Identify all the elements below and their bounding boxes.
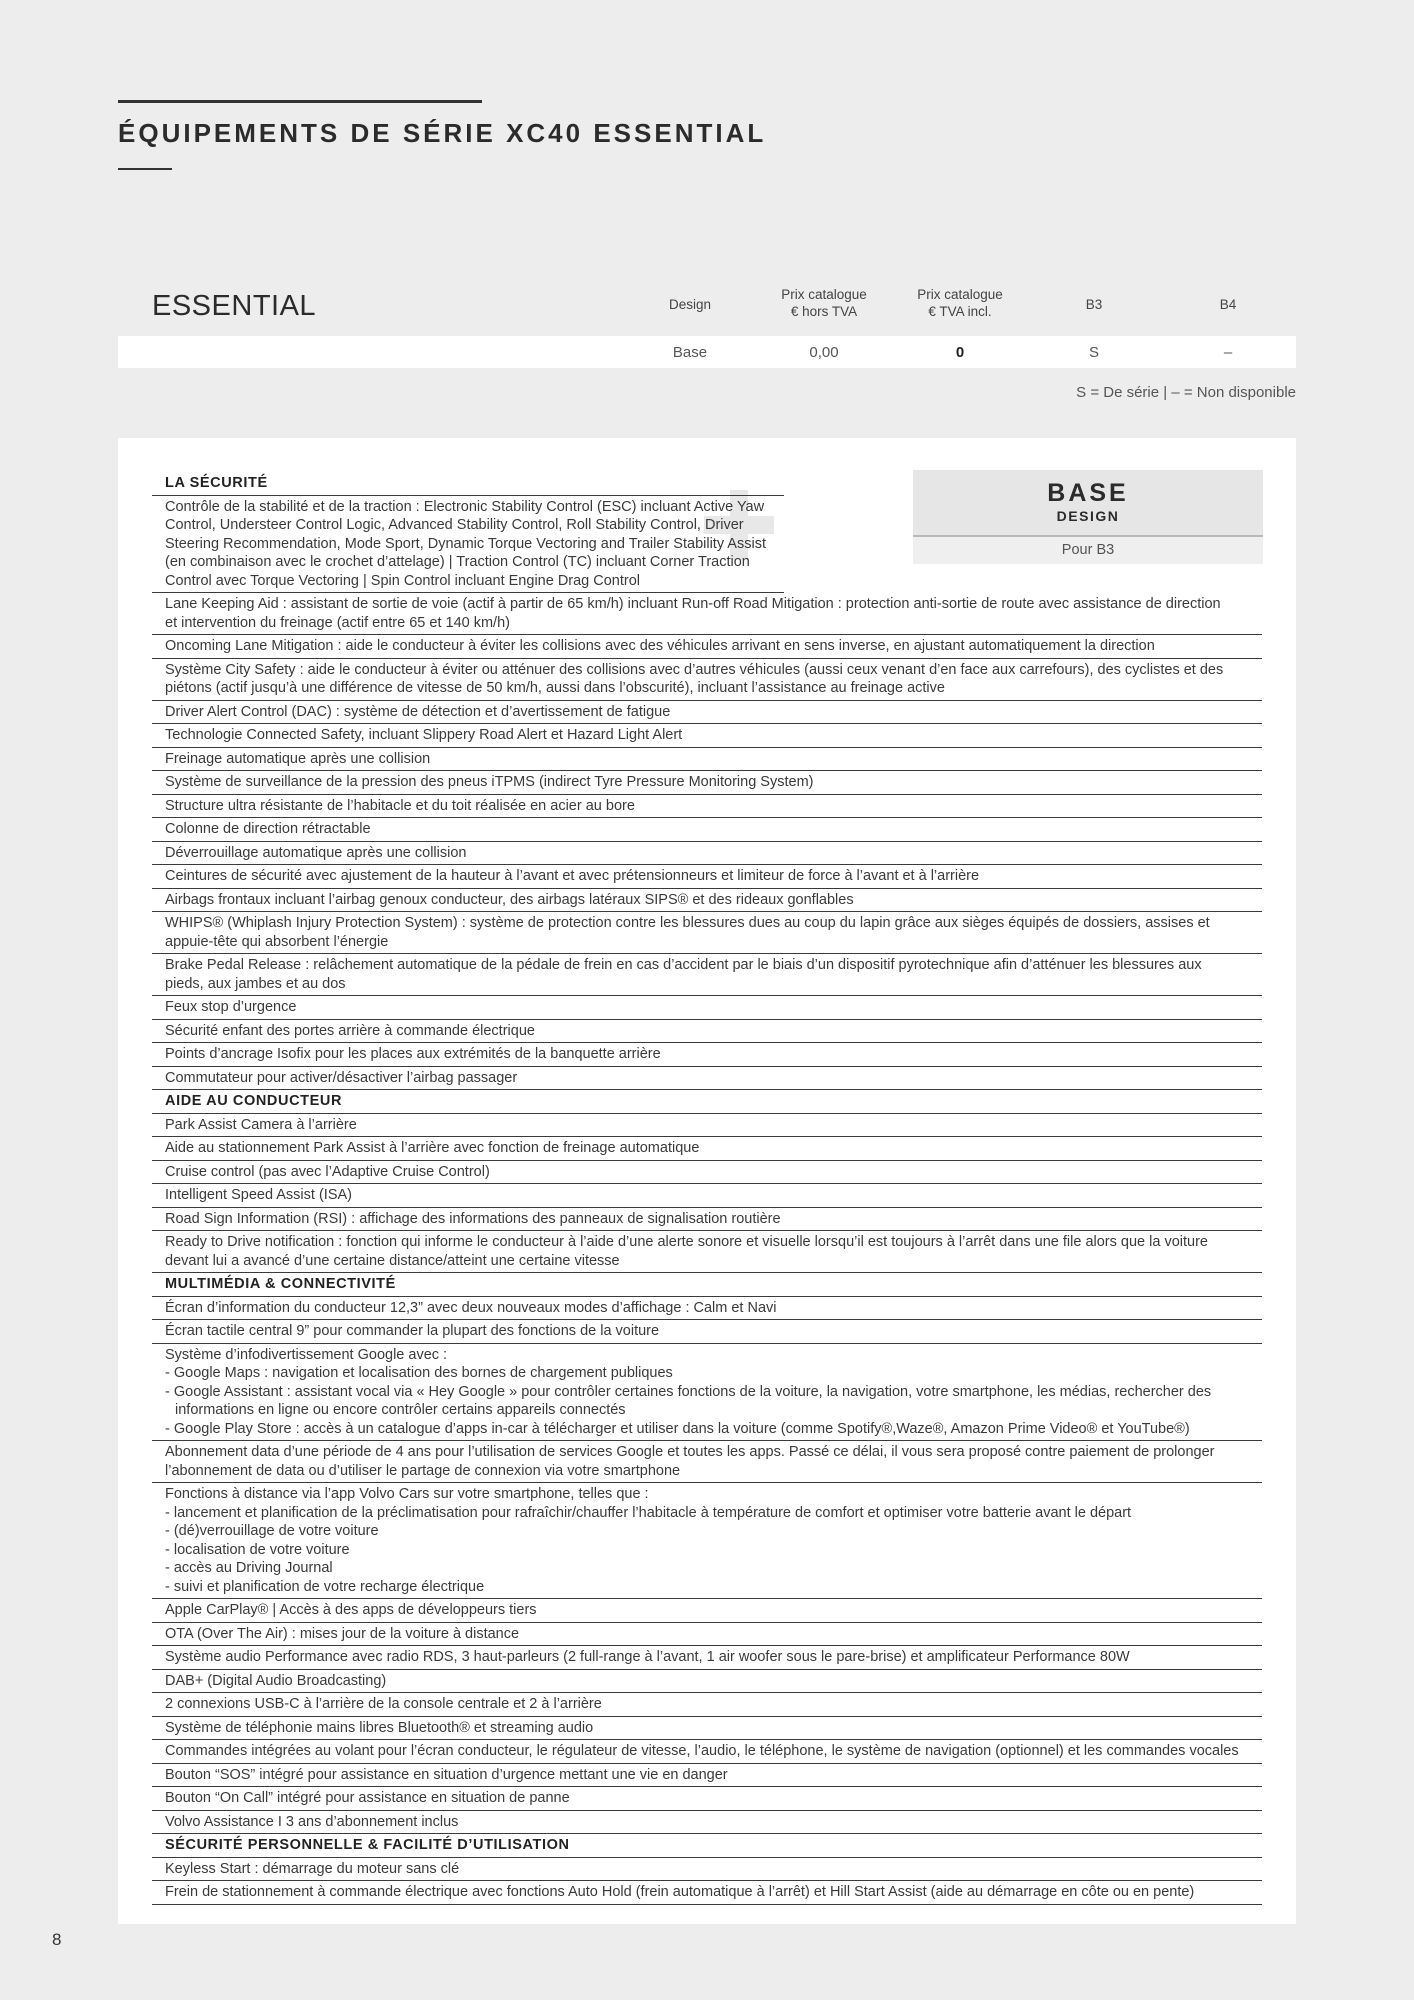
col-header-price-ht-line2: € hors TVA: [790, 304, 858, 319]
section-heading-aide: AIDE AU CONDUCTEUR: [152, 1090, 1262, 1114]
list-item: Keyless Start : démarrage du moteur sans clé: [152, 1858, 1262, 1882]
design-name: BASE: [1047, 479, 1129, 507]
top-rule: [118, 100, 482, 103]
list-item-line: et intervention du freinage (actif entre 65 et 140 km/h): [165, 614, 510, 631]
col-header-b3: B3: [1085, 297, 1103, 312]
list-item-line: Control avec Torque Vectoring | Spin Control incluant Engine Drag Control: [165, 572, 641, 589]
list-item-line: - suivi et planification de votre recharge électrique: [165, 1578, 485, 1595]
list-item: [152, 1441, 1262, 1483]
list-item: [152, 593, 1262, 635]
list-item: Park Assist Camera à l’arrière: [152, 1114, 1262, 1138]
page-title: ÉQUIPEMENTS DE SÉRIE XC40 ESSENTIAL: [118, 118, 767, 148]
cell-price-ttc: 0: [955, 344, 965, 361]
list-item-line: l’abonnement de data ou d’utiliser le partage de connexion via votre smartphone: [165, 1462, 681, 1479]
list-item: Système de surveillance de la pression des pneus iTPMS (indirect Tyre Pressure Monitoring System): [152, 771, 1262, 795]
list-item-line: - localisation de votre voiture: [165, 1541, 350, 1558]
list-item: Road Sign Information (RSI) : affichage des informations des panneaux de signalisation routière: [152, 1208, 1262, 1232]
list-item: DAB+ (Digital Audio Broadcasting): [152, 1670, 1262, 1694]
cell-price-ht: 0,00: [809, 344, 839, 361]
design-engine: Pour B3: [913, 537, 1263, 564]
list-item-line: - Google Assistant : assistant vocal via « Hey Google » pour contrôler certaines fonctions de la voiture, la navigation, votre smartphone, les médias, rechercher des: [165, 1383, 1212, 1400]
list-item-line: - (dé)verrouillage de votre voiture: [165, 1523, 379, 1539]
list-item-line: WHIPS® (Whiplash Injury Protection System) : système de protection contre les blessures dues au coup du lapin grâce aux sièges équipés de dossiers, assises et: [165, 915, 1210, 931]
list-item: 2 connexions USB-C à l’arrière de la console centrale et 2 à l’arrière: [152, 1693, 1262, 1717]
list-item: Écran tactile central 9” pour commander la plupart des fonctions de la voiture: [152, 1320, 1262, 1344]
list-item: Sécurité enfant des portes arrière à commande électrique: [152, 1020, 1262, 1044]
list-item: [152, 659, 1262, 701]
section-heading-personnelle: SÉCURITÉ PERSONNELLE & FACILITÉ D’UTILISATION: [152, 1834, 1262, 1858]
list-item-line: - Google Play Store : accès à un catalogue d’apps in-car à télécharger et utiliser dans la voiture (comme Spotify®,Waze®, Amazon Prime Video® et YouTube®): [165, 1420, 1190, 1437]
list-item-line: Control, Understeer Control Logic, Advanced Stability Control, Roll Stability Control, Driver: [165, 517, 744, 533]
list-item-line: devant lui a avancé d’une certaine distance/atteint une certaine vitesse: [165, 1252, 620, 1269]
list-item: [152, 954, 1262, 996]
list-item-line: Système City Safety : aide le conducteur à éviter ou atténuer des collisions avec d’autres véhicules (aussi ceux venant d’en face aux carrefours), des cyclistes et des: [165, 661, 1224, 678]
list-item-line: pieds, aux jambes et au dos: [165, 975, 346, 992]
summary-row: [118, 336, 1296, 368]
list-item-line: piétons (actif jusqu’à une différence de vitesse de 50 km/h, aussi dans l’obscurité), incluant l’assistance au freinage active: [165, 680, 945, 696]
cell-design: Base: [672, 344, 708, 361]
col-header-design: Design: [668, 297, 712, 312]
list-item: Apple CarPlay® | Accès à des apps de développeurs tiers: [152, 1599, 1262, 1623]
col-header-price-ttc-line1: Prix catalogue: [917, 287, 1003, 302]
list-item-line: informations en ligne ou encore contrôler certains appareils connectés: [175, 1402, 626, 1418]
list-item-line: (en combinaison avec le crochet d’attelage) | Traction Control (TC) incluant Corner Traction: [165, 554, 750, 570]
list-item-line: Ready to Drive notification : fonction qui informe le conducteur à l’aide d’une alerte sonore et visuelle lorsqu’il est toujours à l’arrêt dans une file alors que la voiture: [165, 1234, 1208, 1250]
list-item: Bouton “On Call” intégré pour assistance en situation de panne: [152, 1787, 1262, 1811]
list-item: [152, 1344, 1262, 1442]
list-item: [152, 496, 784, 594]
section-heading-multimedia: MULTIMÉDIA & CONNECTIVITÉ: [152, 1273, 1262, 1297]
list-item: Déverrouillage automatique après une collision: [152, 842, 1262, 866]
col-header-price-ht-line1: Prix catalogue: [781, 287, 867, 302]
legend: S = De série | – = Non disponible: [1076, 384, 1296, 401]
list-item: Oncoming Lane Mitigation : aide le conducteur à éviter les collisions avec des véhicules arrivant en sens inverse, en ajustant automatiquement la direction: [152, 635, 1262, 659]
feature-list: [152, 472, 1262, 1905]
list-item-line: Système d’infodivertissement Google avec :: [165, 1346, 448, 1363]
list-item: Airbags frontaux incluant l’airbag genoux conducteur, des airbags latéraux SIPS® et des rideaux gonflables: [152, 889, 1262, 913]
list-item: Ceintures de sécurité avec ajustement de la hauteur à l’avant et avec prétensionneurs et limiteur de force à l’avant et à l’arrière: [152, 865, 1262, 889]
list-item: Feux stop d’urgence: [152, 996, 1262, 1020]
cell-b4: –: [1223, 344, 1233, 361]
list-item-line: - Google Maps : navigation et localisation des bornes de chargement publiques: [165, 1365, 673, 1381]
list-item: Écran d’information du conducteur 12,3” avec deux nouveaux modes d’affichage : Calm et Navi: [152, 1297, 1262, 1321]
list-item: Système audio Performance avec radio RDS, 3 haut-parleurs (2 full-range à l’avant, 1 air woofer sous le pare-brise) et amplificateur Performance 80W: [152, 1646, 1262, 1670]
col-header-b4: B4: [1219, 297, 1237, 312]
design-label: DESIGN: [1056, 508, 1120, 524]
list-item-line: Brake Pedal Release : relâchement automatique de la pédale de frein en cas d’accident par le biais d’un dispositif pyrotechnique afin d’atténuer les blessures aux: [165, 957, 1202, 973]
col-header-price-ttc: [900, 286, 1020, 320]
list-item: Système de téléphonie mains libres Bluetooth® et streaming audio: [152, 1717, 1262, 1741]
summary-header: [118, 280, 1296, 336]
list-item-line: Abonnement data d’une période de 4 ans pour l’utilisation de services Google et toutes les apps. Passé ce délai, il vous sera proposé contre paiement de prolonger: [165, 1444, 1215, 1460]
list-item: Cruise control (pas avec l’Adaptive Cruise Control): [152, 1161, 1262, 1185]
list-item: [152, 1231, 1262, 1273]
col-header-price-ht: [764, 286, 884, 320]
list-item: Points d’ancrage Isofix pour les places aux extrémités de la banquette arrière: [152, 1043, 1262, 1067]
title-underline: [118, 168, 172, 170]
list-item: Freinage automatique après une collision: [152, 748, 1262, 772]
list-item-line: - lancement et planification de la préclimatisation pour rafraîchir/chauffer l’habitacle à température de comfort et optimiser votre batterie avant le départ: [165, 1504, 1132, 1521]
list-item: Driver Alert Control (DAC) : système de détection et d’avertissement de fatigue: [152, 701, 1262, 725]
list-item-line: Lane Keeping Aid : assistant de sortie de voie (actif à partir de 65 km/h) incluant Run-off Road Mitigation : protection anti-sortie de route avec assistance de direction: [165, 596, 1221, 612]
list-item: Intelligent Speed Assist (ISA): [152, 1184, 1262, 1208]
list-item: Colonne de direction rétractable: [152, 818, 1262, 842]
list-item: OTA (Over The Air) : mises jour de la voiture à distance: [152, 1623, 1262, 1647]
list-item: Frein de stationnement à commande électrique avec fonctions Auto Hold (frein automatique à l’arrêt) et Hill Start Assist (aide au démarrage en côte ou en pente): [152, 1881, 1262, 1905]
list-item: Commandes intégrées au volant pour l’écran conducteur, le régulateur de vitesse, l’audio, le téléphone, le système de navigation (optionnel) et les commandes vocales: [152, 1740, 1262, 1764]
list-item-line: Contrôle de la stabilité et de la traction : Electronic Stability Control (ESC) incluant Active Yaw: [165, 498, 765, 515]
list-item-line: Fonctions à distance via l’app Volvo Cars sur votre smartphone, telles que :: [165, 1486, 649, 1502]
list-item-line: - accès au Driving Journal: [165, 1560, 333, 1576]
list-item: Commutateur pour activer/désactiver l’airbag passager: [152, 1067, 1262, 1091]
list-item: Bouton “SOS” intégré pour assistance en situation d’urgence mettant une vie en danger: [152, 1764, 1262, 1788]
list-item: Technologie Connected Safety, incluant Slippery Road Alert et Hazard Light Alert: [152, 724, 1262, 748]
list-item-line: Steering Recommendation, Mode Sport, Dynamic Torque Vectoring and Trailer Stability Assist: [165, 535, 766, 552]
col-header-price-ttc-line2: € TVA incl.: [928, 304, 992, 319]
list-item-line: appuie-tête qui absorbent l’énergie: [165, 933, 389, 950]
list-item: Structure ultra résistante de l’habitacle et du toit réalisée en acier au bore: [152, 795, 1262, 819]
list-item: Aide au stationnement Park Assist à l’arrière avec fonction de freinage automatique: [152, 1137, 1262, 1161]
page-number: 8: [52, 1930, 62, 1949]
list-item: [152, 912, 1262, 954]
list-item: [152, 1483, 1262, 1599]
section-heading-securite: LA SÉCURITÉ: [152, 472, 784, 496]
version-name: ESSENTIAL: [152, 290, 317, 322]
cell-b3: S: [1088, 344, 1099, 361]
list-item: Volvo Assistance I 3 ans d’abonnement inclus: [152, 1811, 1262, 1835]
